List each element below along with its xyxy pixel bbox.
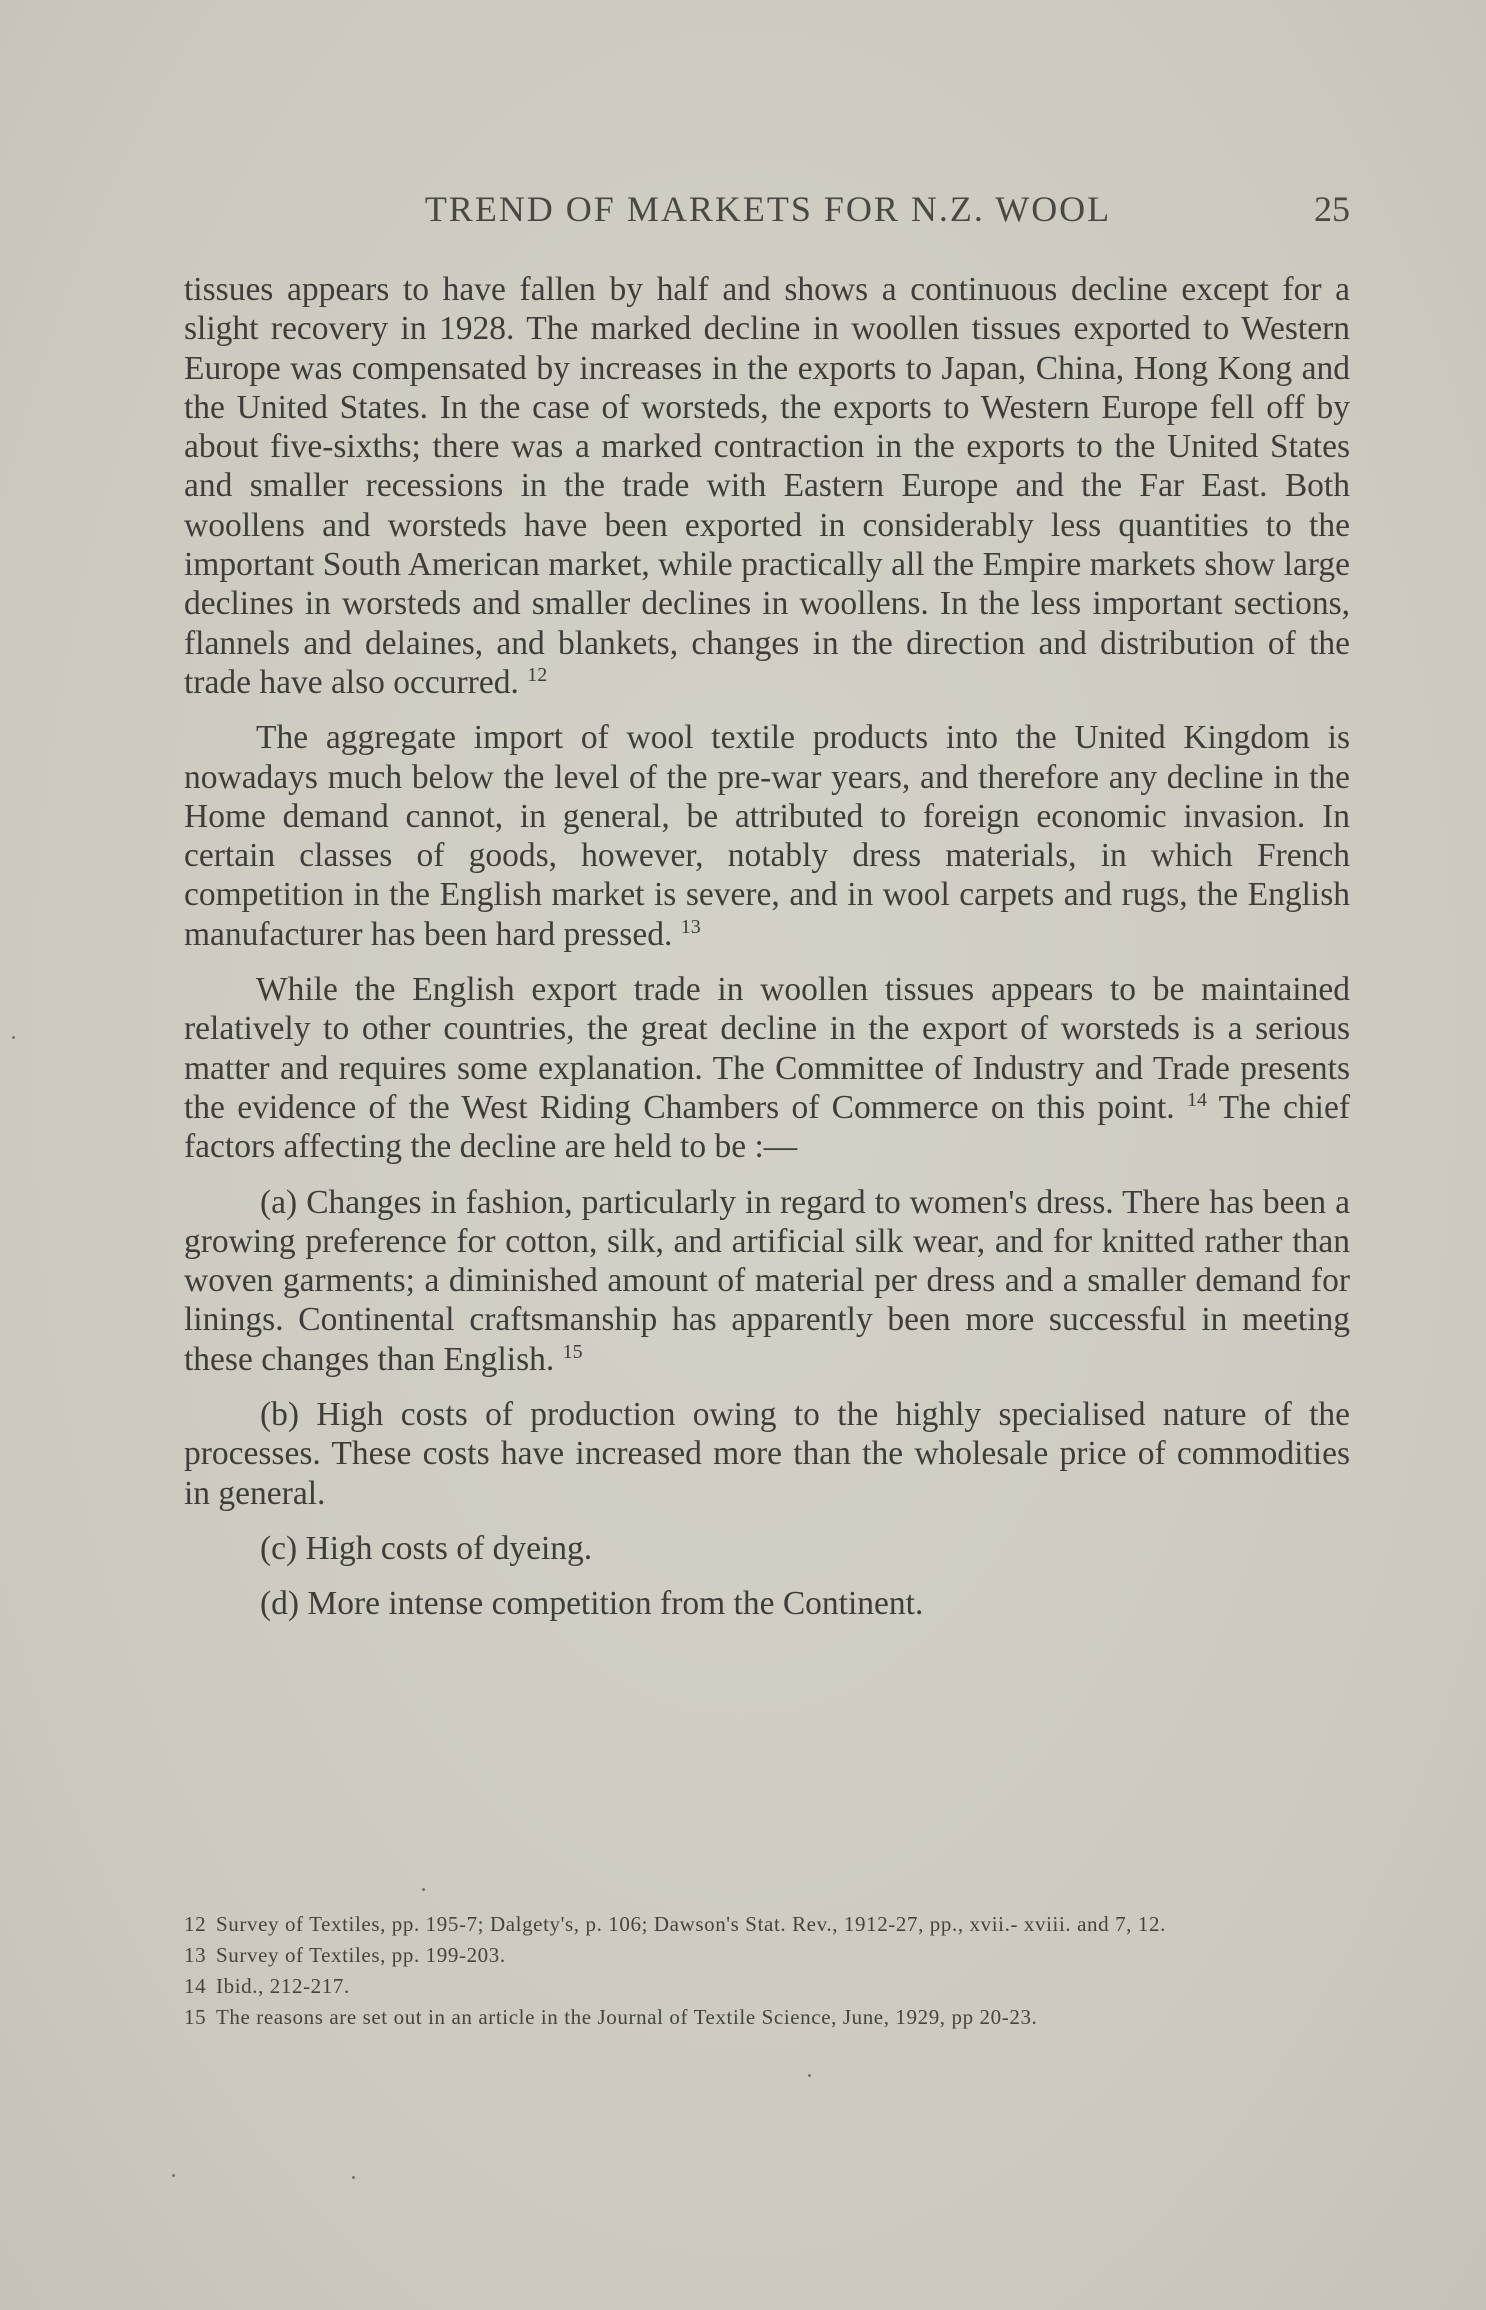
footnote-number: 12 bbox=[184, 1912, 207, 1936]
factor-item-a bbox=[184, 1183, 1350, 1379]
footnote-number: 13 bbox=[184, 1943, 207, 1967]
item-text: (a) Changes in fashion, particularly in regard to women's dress. There has been a growing preference for cotton, silk, and artificial silk wear, and for knitted rather than woven garments; a diminished amount of material per dress and a smaller demand for linings. Continental craftsmanship has apparently been more successful in meeting these changes than English. bbox=[184, 1183, 1350, 1378]
running-title: TREND OF MARKETS FOR N.Z. WOOL bbox=[424, 189, 1112, 229]
paragraph-text: While the English export trade in woollen tissues appears to be maintained relatively to other countries, the great decline in the export of worsteds is a serious matter and requires some explanation. The Committee of Industry and Trade presents the evidence of the West Riding Chambers of Commerce on this point. bbox=[184, 971, 1350, 1126]
footnote-text: Survey of Textiles, pp. 199-203. bbox=[216, 1943, 506, 1967]
footnote-text: The reasons are set out in an article in the Journal of Textile Science, June, 1929, pp 20-23. bbox=[216, 2005, 1038, 2029]
page-number: 25 bbox=[1314, 189, 1350, 229]
footnote bbox=[184, 1974, 1350, 1998]
footnote-ref: 15 bbox=[562, 1340, 583, 1363]
paragraph bbox=[184, 970, 1350, 1166]
body-text bbox=[184, 270, 1350, 1640]
item-text: (b) High costs of production owing to the highly specialised nature of the processes. These costs have increased more than the wholesale price of commodities in general. bbox=[184, 1396, 1350, 1512]
footnote bbox=[184, 1943, 1350, 1967]
paragraph-continuation bbox=[184, 270, 1350, 702]
paragraph bbox=[184, 718, 1350, 954]
print-speck bbox=[808, 2074, 811, 2077]
paragraph-text: The chief factors affecting the decline are held to be :— bbox=[184, 1088, 1350, 1166]
footnote-ref: 12 bbox=[527, 663, 548, 686]
footnote-number: 14 bbox=[184, 1974, 207, 1998]
print-speck bbox=[12, 1036, 15, 1039]
print-speck bbox=[352, 2176, 355, 2179]
footnotes bbox=[184, 1912, 1350, 2036]
paragraph-text: tissues appears to have fallen by half and shows a continuous decline except for a slight recovery in 1928. The marked decline in woollen tissues exported to Western Europe was compensated by increases in the exports to Japan, China, Hong Kong and the United States. In the case of worsteds, the exports to Western Europe fell off by about five-sixths; there was a marked contraction in the exports to the United States and smaller recessions in the trade with Eastern Europe and the Far East. Both woollens and worsteds have been exported in considerably less quantities to the important South American market, while practically all the Empire markets show large declines in worsteds and smaller declines in woollens. In the less important sections, flannels and delaines, and blankets, changes in the direction and distribution of the trade have also occurred. bbox=[184, 271, 1350, 701]
page-header bbox=[186, 188, 1350, 238]
item-text: (c) High costs of dyeing. bbox=[260, 1529, 593, 1567]
footnote bbox=[184, 2005, 1350, 2029]
paragraph-text: The aggregate import of wool textile products into the United Kingdom is nowadays much below the level of the pre-war years, and therefore any decline in the Home demand cannot, in general, be attributed to foreign economic invasion. In certain classes of goods, however, notably dress materials, in which French competition in the English market is severe, and in wool carpets and rugs, the English manufacturer has been hard pressed. bbox=[184, 719, 1350, 953]
factor-item-c bbox=[184, 1529, 1350, 1568]
footnote-text: Survey of Textiles, pp. 195-7; Dalgety's, p. 106; Dawson's Stat. Rev., 1912-27, pp., xvii.- xviii. and 7, 12. bbox=[216, 1912, 1166, 1936]
factor-item-d bbox=[184, 1584, 1350, 1623]
print-speck bbox=[172, 2174, 175, 2177]
footnote-text: Ibid., 212-217. bbox=[216, 1974, 350, 1998]
footnote-ref: 13 bbox=[680, 915, 701, 938]
factor-item-b bbox=[184, 1395, 1350, 1513]
footnote bbox=[184, 1912, 1350, 1936]
footnote-ref: 14 bbox=[1186, 1088, 1207, 1111]
print-speck bbox=[422, 1888, 425, 1891]
footnote-number: 15 bbox=[184, 2005, 207, 2029]
item-text: (d) More intense competition from the Continent. bbox=[260, 1585, 924, 1623]
